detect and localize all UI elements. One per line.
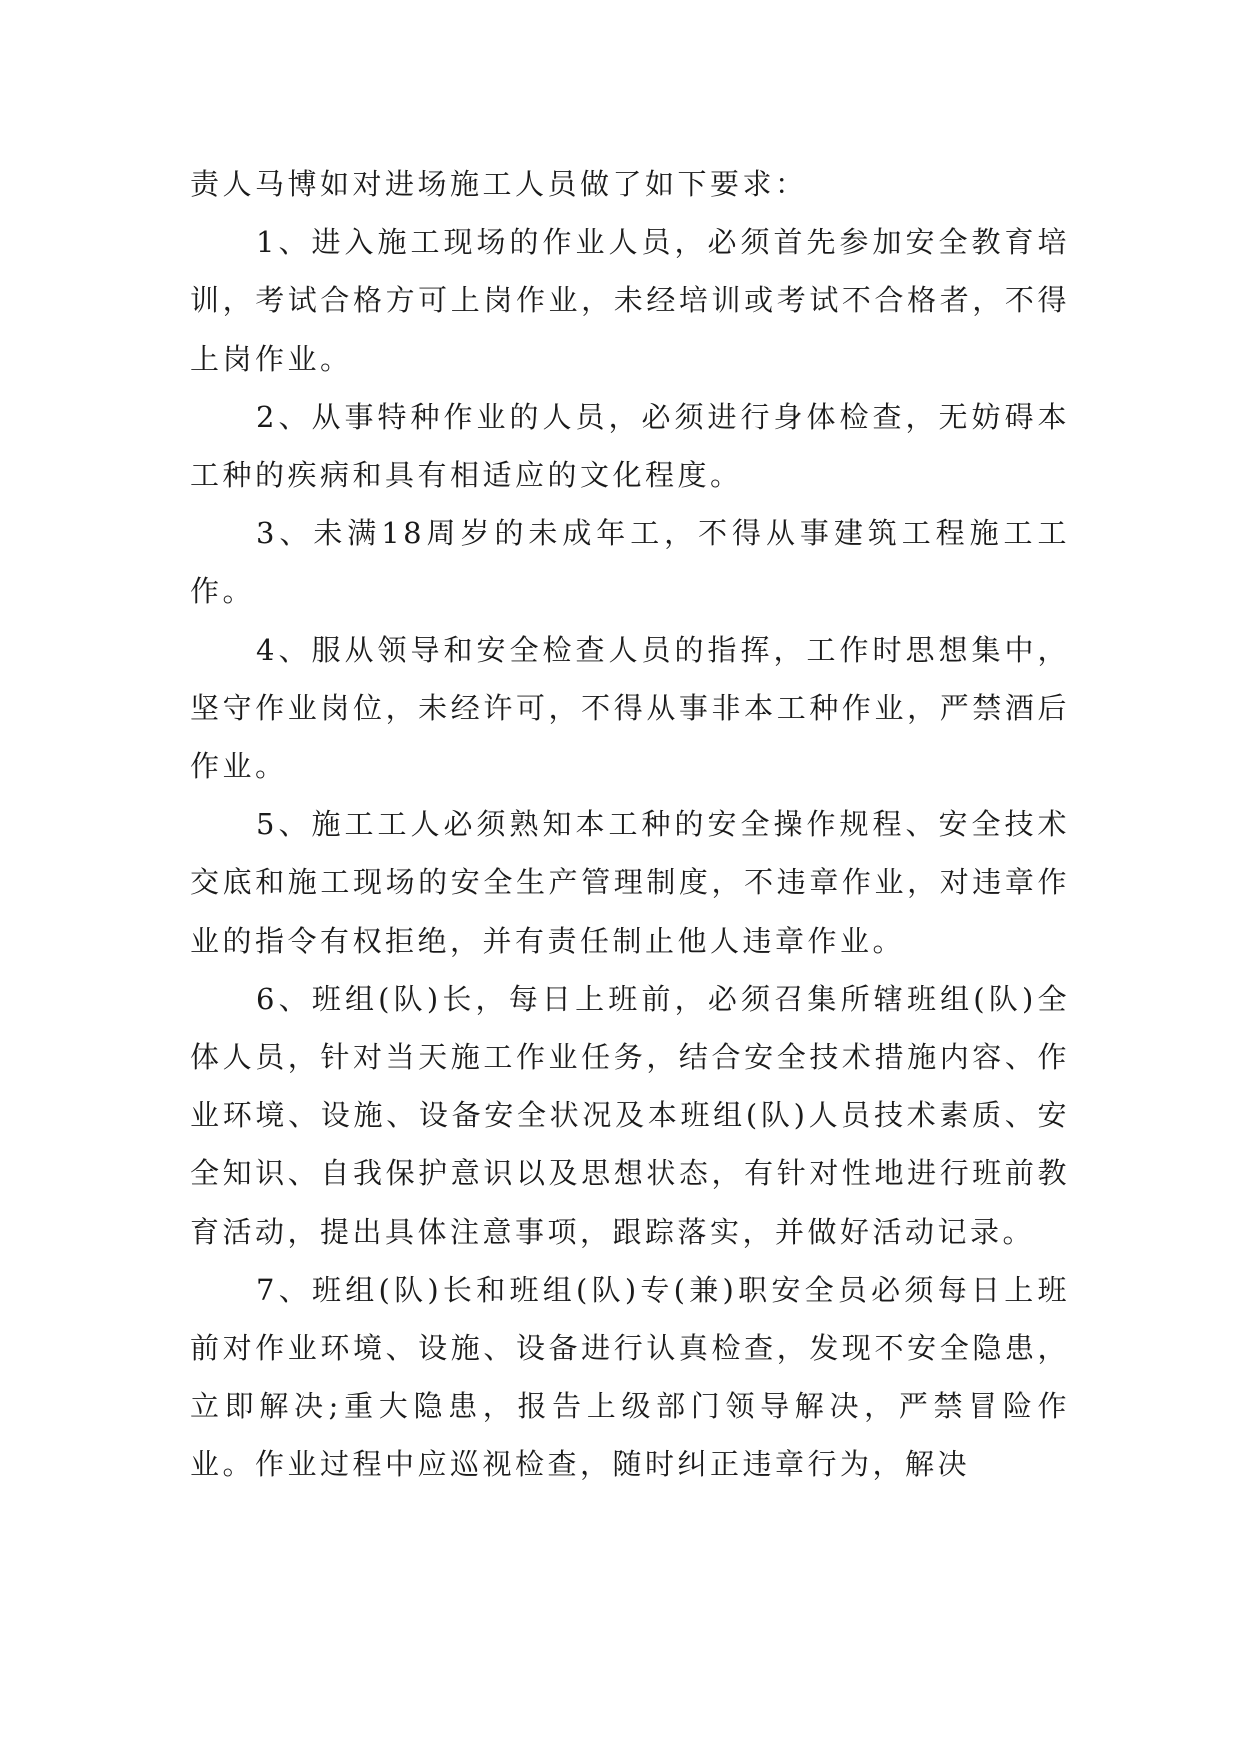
document-body — [190, 155, 1070, 1494]
paragraph-item-5: 5、施工工人必须熟知本工种的安全操作规程、安全技术交底和施工现场的安全生产管理制度，不违章作业，对违章作业的指令有权拒绝，并有责任制止他人违章作业。 — [190, 807, 1070, 958]
paragraph-item-6: 6、班组(队)长，每日上班前，必须召集所辖班组(队)全体人员，针对当天施工作业任务，结合安全技术措施内容、作业环境、设施、设备安全状况及本班组(队)人员技术素质、安全知识、自我保护意识以及思想状态，有针对性地进行班前教育活动，提出具体注意事项，跟踪落实，并做好活动记录。 — [190, 981, 1070, 1249]
paragraph-item-2: 2、从事特种作业的人员，必须进行身体检查，无妨碍本工种的疾病和具有相适应的文化程度。 — [190, 399, 1070, 493]
paragraph-item-4: 4、服从领导和安全检查人员的指挥，工作时思想集中，坚守作业岗位，未经许可，不得从事非本工种作业，严禁酒后作业。 — [190, 632, 1070, 784]
paragraph-intro: 责人马博如对进场施工人员做了如下要求： — [190, 167, 808, 201]
paragraph-item-1: 1、进入施工现场的作业人员，必须首先参加安全教育培训，考试合格方可上岗作业，未经培训或考试不合格者，不得上岗作业。 — [190, 225, 1070, 376]
paragraph-item-7: 7、班组(队)长和班组(队)专(兼)职安全员必须每日上班前对作业环境、设施、设备进行认真检查，发现不安全隐患，立即解决;重大隐患，报告上级部门领导解决，严禁冒险作业。作业过程中应巡视检查，随时纠正违章行为，解决 — [190, 1272, 1070, 1482]
paragraph-item-3: 3、未满18周岁的未成年工，不得从事建筑工程施工工作。 — [190, 516, 1070, 609]
